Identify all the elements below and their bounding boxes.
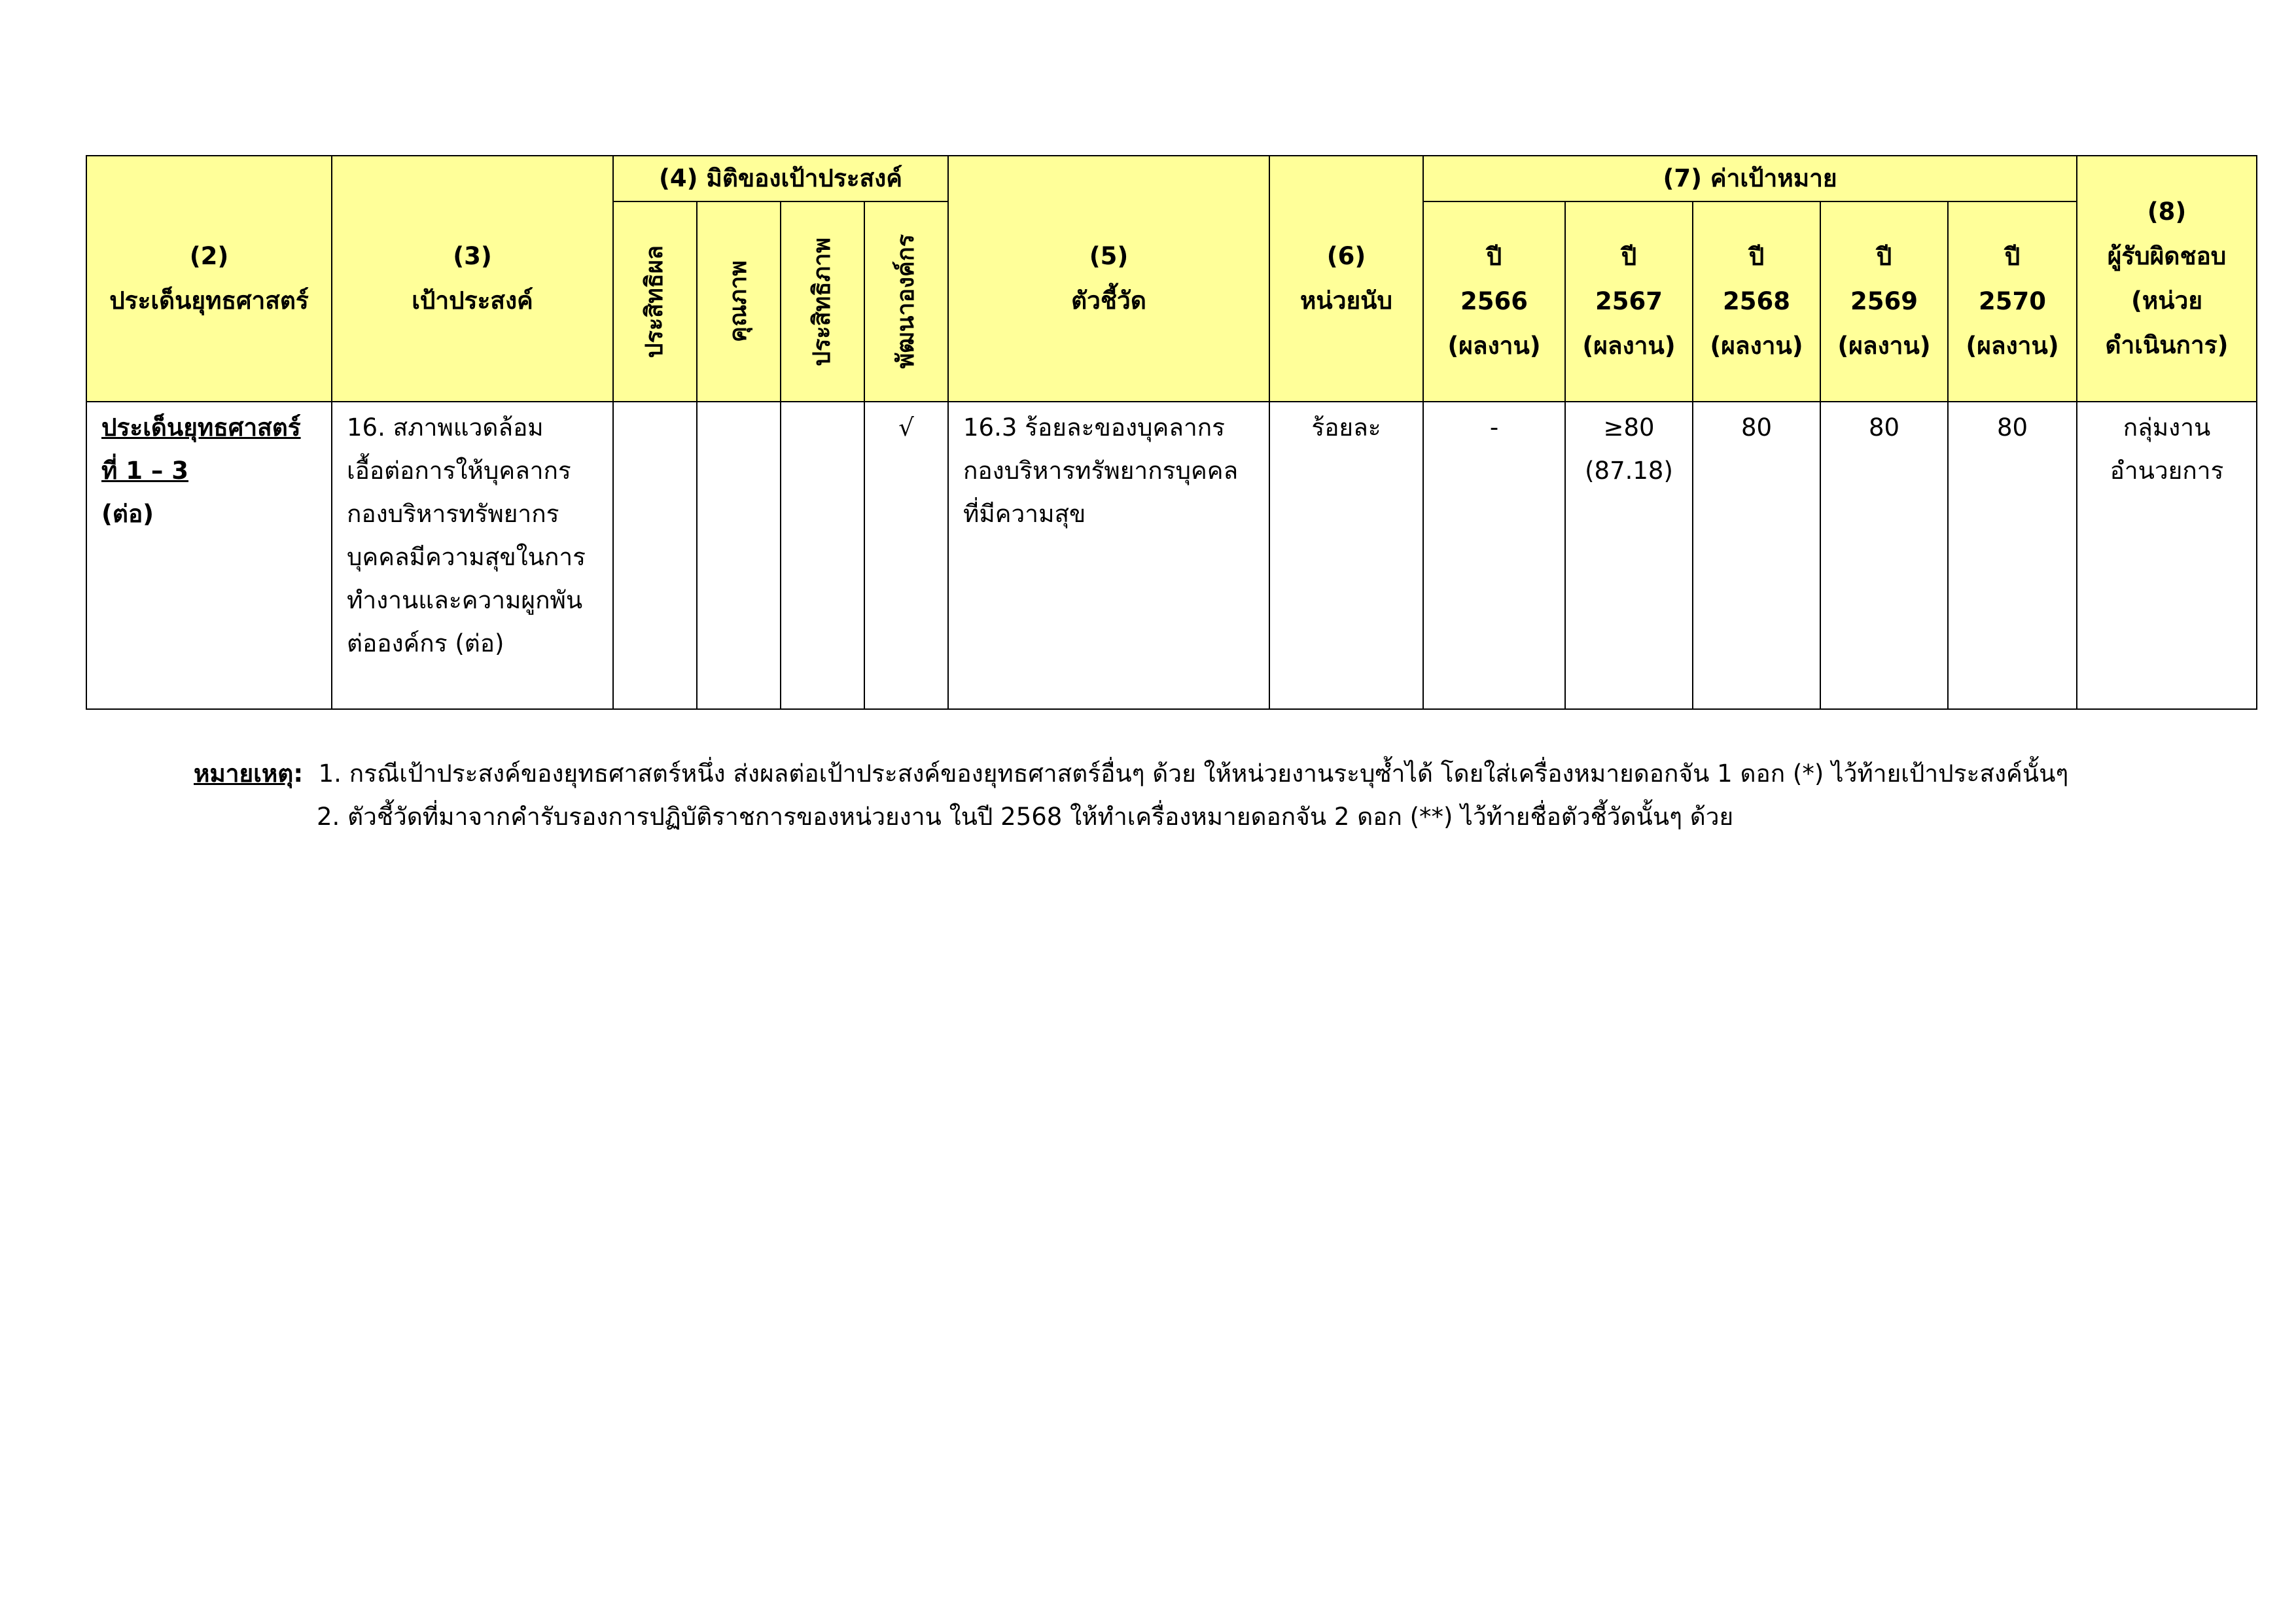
cell-unit: ร้อยละ	[1269, 402, 1423, 709]
cell-dimension-efficiency	[781, 402, 864, 709]
cell-dimension-quality	[697, 402, 781, 709]
cell-dimension-org-development: √	[864, 402, 948, 709]
header-dimension-effectiveness: ประสิทธิผล	[613, 201, 697, 402]
strategy-continued: (ต่อ)	[101, 500, 154, 528]
cell-dimension-effectiveness	[613, 402, 697, 709]
header-unit: (6) หน่วยนับ	[1269, 156, 1423, 402]
cell-target-2566: -	[1423, 402, 1565, 709]
header-indicator: (5) ตัวชี้วัด	[948, 156, 1269, 402]
table-row	[86, 402, 2257, 709]
strategy-plan-table	[86, 155, 2257, 710]
header-year-2566: ปี 2566 (ผลงาน)	[1423, 201, 1565, 402]
cell-indicator: 16.3 ร้อยละของบุคลากร กองบริหารทรัพยากรบุคคล ที่มีความสุข	[948, 402, 1269, 709]
cell-target-2568: 80	[1693, 402, 1820, 709]
cell-target-2567: ≥80 (87.18)	[1565, 402, 1693, 709]
strategy-title-line-1: ประเด็นยุทธศาสตร์	[101, 413, 301, 442]
cell-objective: 16. สภาพแวดล้อม เอื้อต่อการให้บุคลากร กองบริหารทรัพยากร บุคคลมีความสุขในการ ทำงานและความผูกพัน ต่อองค์กร (ต่อ)	[332, 402, 613, 709]
strategy-title-line-2: ที่ 1 – 3	[101, 457, 189, 485]
header-year-2569: ปี 2569 (ผลงาน)	[1820, 201, 1948, 402]
plan-table-container	[86, 155, 2256, 710]
note-item-2: 2. ตัวชี้วัดที่มาจากคำรับรองการปฏิบัติราชการของหน่วยงาน ในปี 2568 ให้ทำเครื่องหมายดอกจัน 2 ดอก (**) ไว้ท้ายชื่อตัวชี้วัดนั้นๆ ด้วย	[317, 803, 1734, 831]
notes-label: หมายเหตุ	[194, 759, 294, 788]
header-year-2570: ปี 2570 (ผลงาน)	[1948, 201, 2077, 402]
notes-section	[194, 752, 2222, 839]
cell-responsible: กลุ่มงาน อำนวยการ	[2077, 402, 2257, 709]
header-objective: (3) เป้าประสงค์	[332, 156, 613, 402]
header-dimension-org-development: พัฒนาองค์กร	[864, 201, 948, 402]
header-year-2567: ปี 2567 (ผลงาน)	[1565, 201, 1693, 402]
header-year-2568: ปี 2568 (ผลงาน)	[1693, 201, 1820, 402]
cell-target-2569: 80	[1820, 402, 1948, 709]
header-targets: (7) ค่าเป้าหมาย	[1423, 156, 2077, 201]
header-responsible: (8) ผู้รับผิดชอบ (หน่วย ดำเนินการ)	[2077, 156, 2257, 402]
cell-strategy	[86, 402, 332, 709]
header-dimension-efficiency: ประสิทธิภาพ	[781, 201, 864, 402]
header-dimensions: (4) มิติของเป้าประสงค์	[613, 156, 948, 201]
header-dimension-quality: คุณภาพ	[697, 201, 781, 402]
cell-target-2570: 80	[1948, 402, 2077, 709]
note-item-1: หมายเหตุ: 1. กรณีเป้าประสงค์ของยุทธศาสตร์หนึ่ง ส่งผลต่อเป้าประสงค์ของยุทธศาสตร์อื่นๆ ด้วย ให้หน่วยงานระบุซ้ำได้ โดยใส่เครื่องหมายดอกจัน 1 ดอก (*) ไว้ท้ายเป้าประสงค์นั้นๆ	[194, 759, 2069, 788]
header-strategy: (2) ประเด็นยุทธศาสตร์	[86, 156, 332, 402]
